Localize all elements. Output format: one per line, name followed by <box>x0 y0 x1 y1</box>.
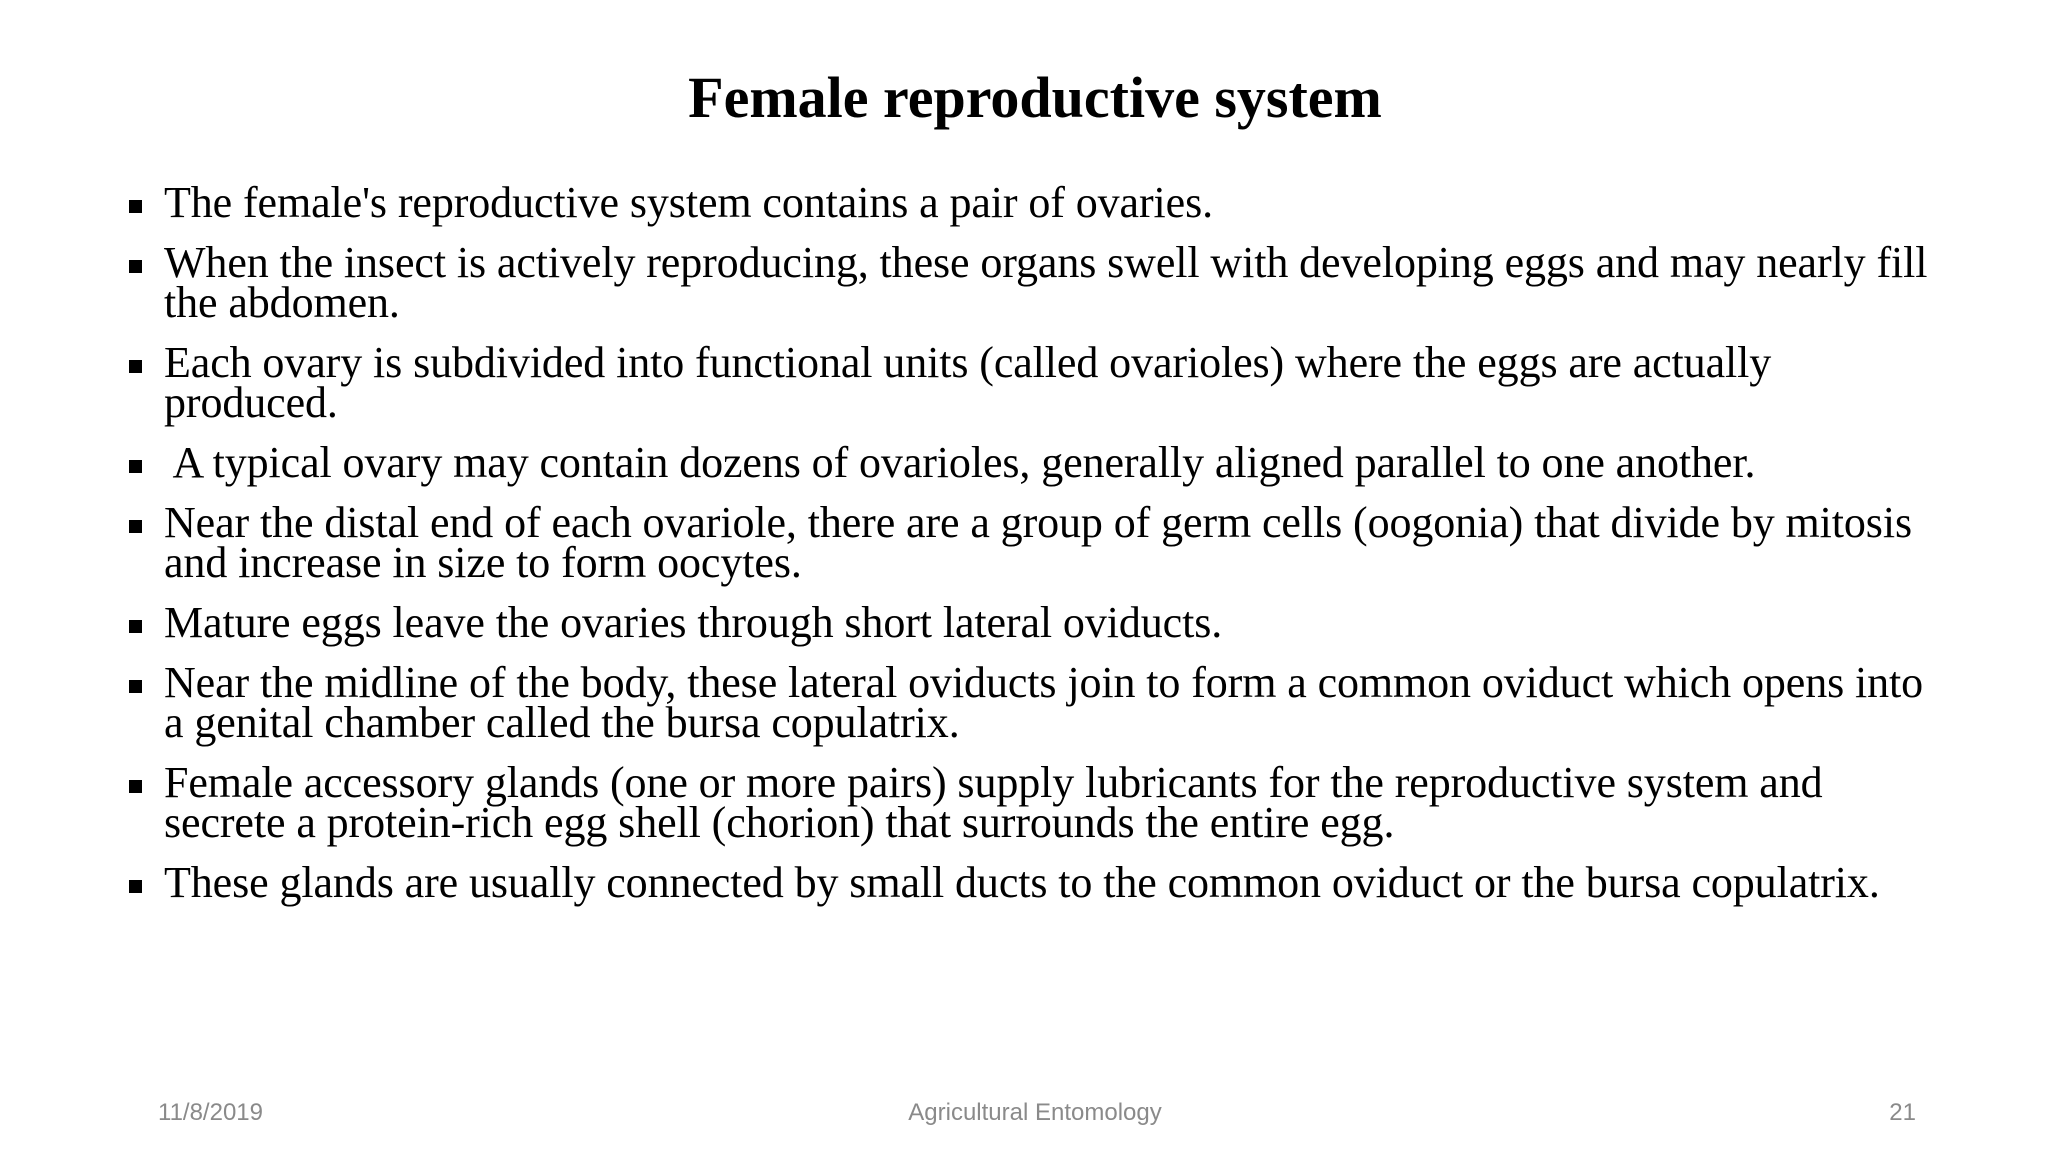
bullet-text: Female accessory glands (one or more pairs) supply lubricants for the reproductive system and secrete a protein-rich egg shell (chorion) that surrounds the entire egg. <box>164 758 1823 847</box>
bullet-item <box>128 238 1928 327</box>
bullet-text: When the insect is actively reproducing, these organs swell with developing eggs and may nearly fill the abdomen. <box>164 238 1928 327</box>
bullet-list <box>128 178 1928 923</box>
square-bullet-icon <box>129 780 142 793</box>
square-bullet-icon <box>129 620 142 633</box>
bullet-text: Near the distal end of each ovariole, there are a group of germ cells (oogonia) that divide by mitosis and increase in size to form oocytes. <box>164 498 1912 587</box>
footer-page-number: 21 <box>1889 1099 1916 1126</box>
bullet-item <box>128 658 1928 747</box>
footer-date: 11/8/2019 <box>158 1099 263 1126</box>
square-bullet-icon <box>129 680 142 693</box>
bullet-item <box>128 438 1928 487</box>
square-bullet-icon <box>129 200 142 213</box>
bullet-text: A typical ovary may contain dozens of ovarioles, generally aligned parallel to one another. <box>164 438 1756 487</box>
footer-course-title: Agricultural Entomology <box>908 1099 1162 1126</box>
bullet-item <box>128 598 1928 647</box>
bullet-item <box>128 858 1928 907</box>
square-bullet-icon <box>129 880 142 893</box>
bullet-text: These glands are usually connected by small ducts to the common oviduct or the bursa copulatrix. <box>164 858 1880 907</box>
bullet-item <box>128 758 1928 847</box>
bullet-item <box>128 338 1928 427</box>
square-bullet-icon <box>129 260 142 273</box>
bullet-text: The female's reproductive system contains a pair of ovaries. <box>164 178 1213 227</box>
bullet-text: Each ovary is subdivided into functional units (called ovarioles) where the eggs are actually produced. <box>164 338 1772 427</box>
bullet-item <box>128 498 1928 587</box>
bullet-item <box>128 178 1928 227</box>
square-bullet-icon <box>129 360 142 373</box>
square-bullet-icon <box>129 460 142 473</box>
square-bullet-icon <box>129 520 142 533</box>
bullet-text: Mature eggs leave the ovaries through short lateral oviducts. <box>164 598 1223 647</box>
bullet-text: Near the midline of the body, these lateral oviducts join to form a common oviduct which opens into a genital chamber called the bursa copulatrix. <box>164 658 1924 747</box>
slide-title: Female reproductive system <box>688 65 1382 130</box>
